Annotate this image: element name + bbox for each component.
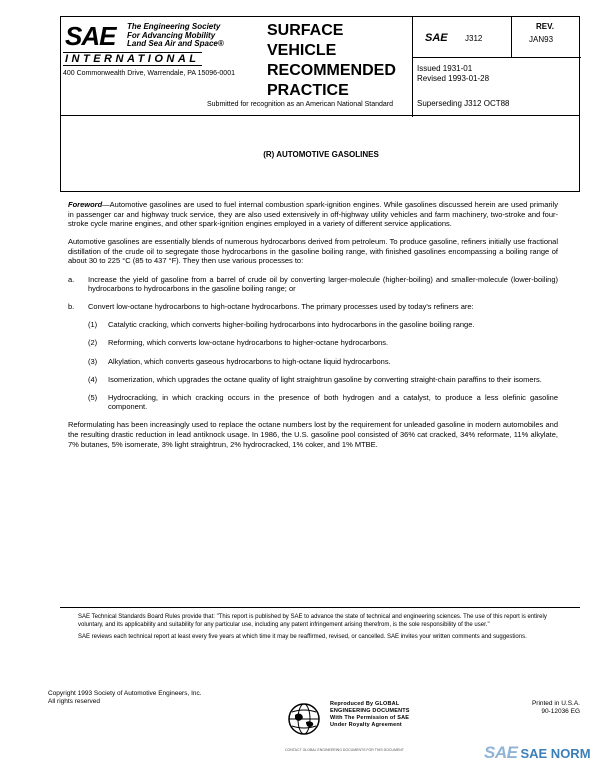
international-label: INTERNATIONAL xyxy=(65,53,200,65)
revision-label: REV. xyxy=(536,22,554,31)
document-body xyxy=(68,200,558,458)
header-divider xyxy=(412,57,581,58)
tagline-line: The Engineering Society xyxy=(127,22,221,31)
tagline-line: For Advancing Mobility xyxy=(127,30,216,40)
header-divider xyxy=(412,17,413,117)
sub-list-item: (4) Isomerization, which upgrades the octane quality of light straightrun gasoline by converting straight-chain paraffins to their isomers. xyxy=(88,374,542,384)
document-title: (R) AUTOMOTIVE GASOLINES xyxy=(263,150,379,159)
sae-logo: SAE xyxy=(65,21,116,51)
standard-org: SAE xyxy=(425,32,448,44)
print-info: Printed in U.S.A. 90-12036 EG xyxy=(531,700,580,715)
document-type: SURFACE VEHICLE RECOMMENDED PRACTICE xyxy=(267,22,396,99)
header-divider xyxy=(511,17,512,57)
list-item: a. Increase the yield of gasoline from a barrel of crude oil by converting larger-molecule (higher-boiling) and smaller-molecule (lower-boiling) hydrocarbons to hydrocarbons in the gasoline boiling range; or xyxy=(68,274,558,294)
ansi-submission-note: Submitted for recognition as an American National Standard xyxy=(207,101,393,108)
title-box xyxy=(60,116,580,192)
sub-list-item: (5) Hydrocracking, in which cracking occurs in the presence of both hydrogen and a catalyst, to produce a less olefinic gasoline component. xyxy=(88,392,558,412)
watermark-text: SAE NORM xyxy=(520,745,591,761)
foreword-label: Foreword xyxy=(68,200,103,209)
watermark-logo: SAE xyxy=(484,743,518,762)
globe-icon xyxy=(286,701,322,737)
reproduction-notice: Reproduced By GLOBAL ENGINEERING DOCUMENTS With The Permission of SAE Under Royalty Agreement xyxy=(330,701,410,728)
review-note: SAE reviews each technical report at least every five years at which time it may be reaffirmed, revised, or cancelled. SAE invites your written comments and suggestions. xyxy=(78,634,527,640)
sub-list-item: (2) Reforming, which converts low-octane hydrocarbons to higher-octane hydrocarbons. xyxy=(88,338,389,348)
list-item: b. Convert low-octane hydrocarbons to high-octane hydrocarbons. The primary processes used by today's refiners are: xyxy=(68,302,474,312)
standards-board-note: SAE Technical Standards Board Rules provide that: "This report is published by SAE to advance the state of technical and engineering sciences. The use of this report is entirely voluntary, and its applicability and suitability for any particular use, including any patent infringement arising therefrom, is the sole responsibility of the user." xyxy=(78,614,547,628)
revised-date: Revised 1993-01-28 xyxy=(417,74,490,83)
sub-list-item: (1) Catalytic cracking, which converts higher-boiling hydrocarbons into hydrocarbons in the gasoline boiling range. xyxy=(88,320,475,330)
paragraph: Reformulating has been increasingly used to replace the octane numbers lost by the requirement for unleaded gasoline in modern automobiles and the resulting drastic reduction in lead antiknock usage. In 1986, the U.S. gasoline pool consisted of 36% cat cracked, 34% reformate, 11% alkylate, 7% butanes, 5% isomerate, 3% light straightrun, 2% hydrocracked, 1% coker, and 1% MTBE. xyxy=(68,420,558,449)
foreword-paragraph: Foreword—Automotive gasolines are used to fuel internal combustion spark-ignition engines. While gasolines discussed herein are used primarily in passenger car and highway truck service, they are also used extensively in off-highway utility vehicles and farm machinery, two-stroke and four-stroke cycle marine engines, and other spark-ignition engines employed in a variety of different service applications. xyxy=(68,200,558,229)
issued-date: Issued 1931-01 xyxy=(417,64,473,73)
tagline-line: Land Sea Air and Space® xyxy=(127,39,224,48)
sae-tagline xyxy=(127,23,224,49)
issue-dates xyxy=(417,64,489,84)
header-frame xyxy=(60,16,580,116)
superseding-note: Superseding J312 OCT88 xyxy=(417,99,510,108)
copyright: Copyright 1993 Society of Automotive Engineers, Inc. All rights reserved xyxy=(48,690,202,705)
revision-value: JAN93 xyxy=(529,35,554,44)
footer-notes xyxy=(78,614,568,647)
sub-list-item: (3) Alkylation, which converts gaseous hydrocarbons to high-octane liquid hydrocarbons. xyxy=(88,356,391,366)
sae-norm-watermark xyxy=(484,742,591,764)
tiny-print: CONTACT GLOBAL ENGINEERING DOCUMENTS FOR THIS DOCUMENT xyxy=(285,748,404,752)
footer-rule xyxy=(60,607,580,608)
paragraph: Automotive gasolines are essentially blends of numerous hydrocarbons derived from petroleum. To produce gasoline, refiners initially use fractional distillation of the crude oil to segregate those hydrocarbons in the gasoline boiling range, with finished gasolines encompassing a boiling range of about 30 to 225 °C (85 to 437 °F). They then use various processes to: xyxy=(68,237,558,266)
standard-number: J312 xyxy=(465,34,483,43)
sae-address: 400 Commonwealth Drive, Warrendale, PA 15096-0001 xyxy=(63,70,235,77)
